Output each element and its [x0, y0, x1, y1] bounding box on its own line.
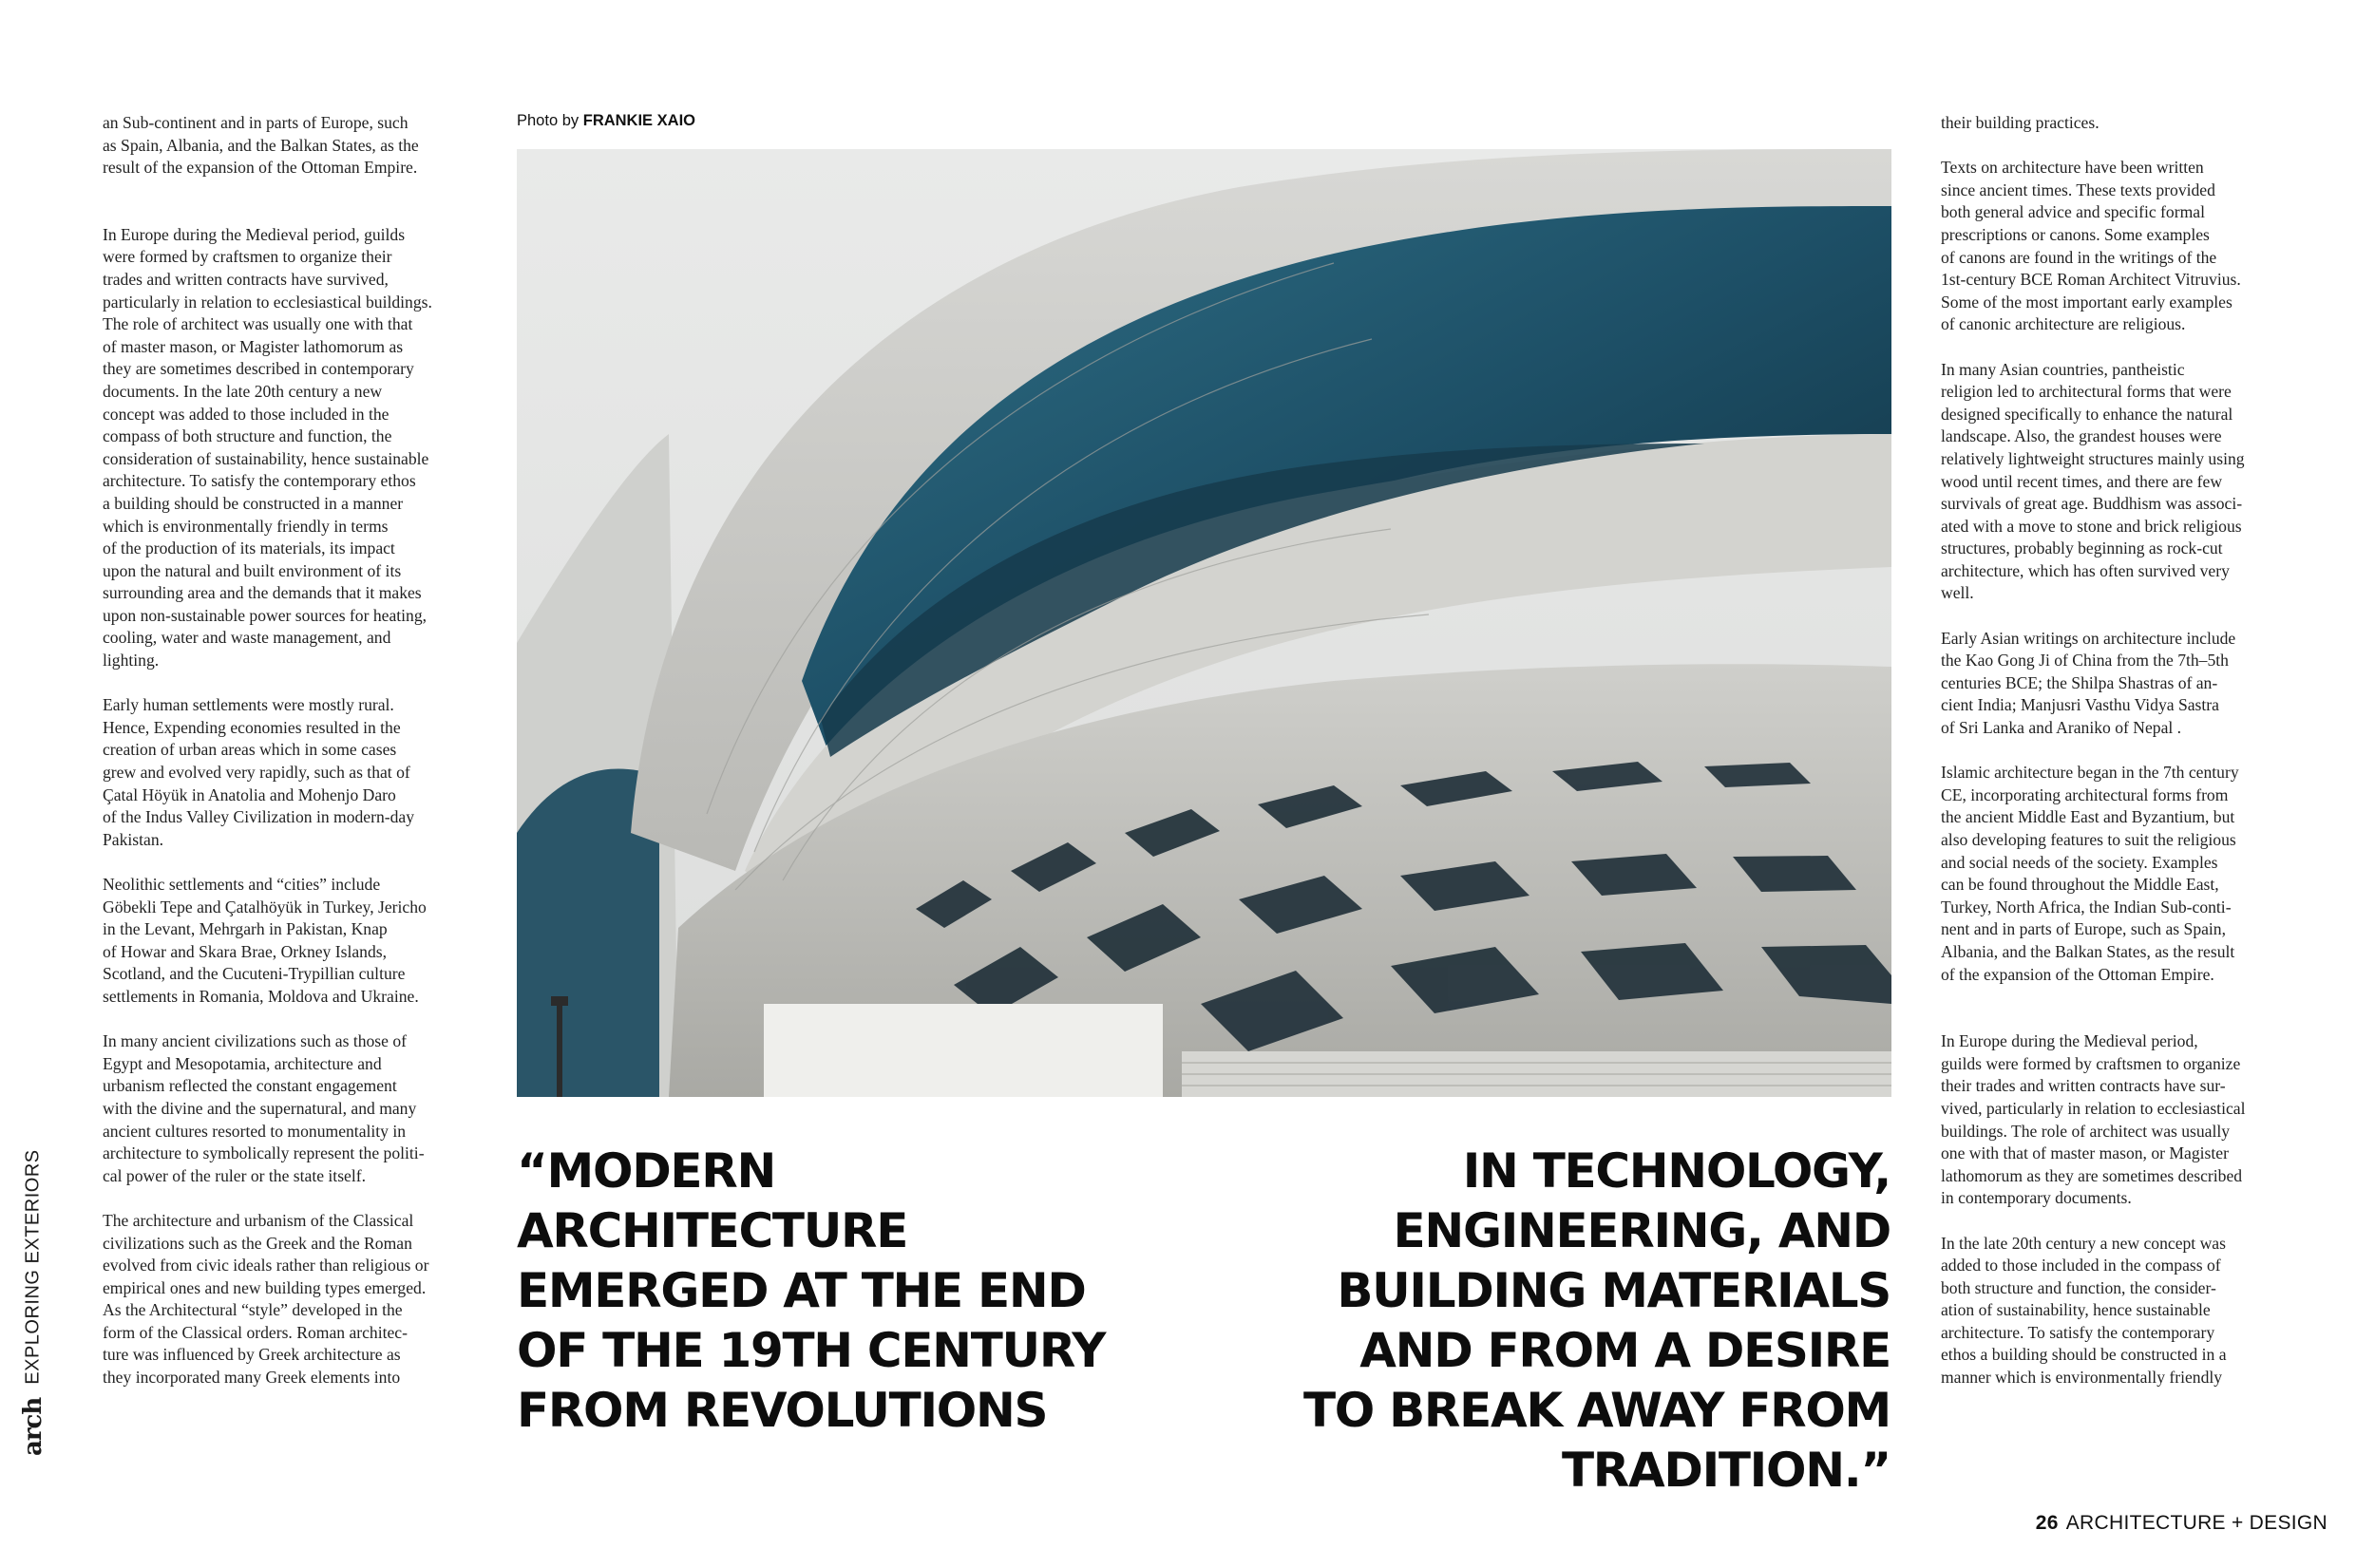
page-footer	[2036, 1512, 2328, 1535]
left-paragraph-3: Early human settlements were mostly rural. Hence, Expending economies resulted in the creation of urban areas which in some cases grew and evolved very rapidly, such as that of Çatal Höyük in Anatolia and Mohenjo Daro of the Indus Valley Civilization in modern-day Pakistan.	[103, 695, 415, 849]
quote-line: BUILDING MATERIALS	[1337, 1263, 1890, 1318]
quote-line: “MODERN	[517, 1143, 776, 1199]
brand-logo: arch	[19, 1397, 48, 1456]
quote-line: IN TECHNOLOGY,	[1462, 1143, 1890, 1199]
left-paragraph-5: In many ancient civilizations such as those of Egypt and Mesopotamia, architecture and urbanism reflected the constant engagement with the divine and the supernatural, and many ancient cultures resorted to monumentality in architecture to symbolically represent the politi- cal power of the ruler or the state itself.	[103, 1031, 425, 1185]
quote-line: TO BREAK AWAY FROM	[1302, 1383, 1890, 1438]
left-paragraph-4: Neolithic settlements and “cities” include Göbekli Tepe and Çatalhöyük in Turkey, Jericho in the Levant, Mehrgarh in Pakistan, Knap of Howar and Skara Brae, Orkney Islands, Scotland, and the Cucuteni-Trypillian culture settlements in Romania, Moldova and Ukraine.	[103, 875, 427, 1006]
building-photo	[517, 149, 1891, 1097]
publication-name: ARCHITECTURE + DESIGN	[2065, 1512, 2328, 1534]
quote-line: OF THE 19TH CENTURY	[517, 1323, 1106, 1378]
quote-line: AND FROM A DESIRE	[1359, 1323, 1890, 1378]
pull-quote-right	[1303, 1142, 1890, 1501]
section-title: EXPLORING EXTERIORS	[22, 1149, 44, 1385]
right-text-column	[1941, 112, 2302, 1389]
photo-credit	[517, 112, 695, 130]
right-paragraph-1: their building practices.	[1941, 113, 2100, 132]
right-paragraph-7: In the late 20th century a new concept was added to those included in the compass of both structure and function, the consider- ation of sustainability, hence sustainable architecture. To satisfy the contemporary ethos a building should be constructed in a manner which is environmentally friendly	[1941, 1233, 2227, 1388]
quote-line: ENGINEERING, AND	[1393, 1203, 1890, 1258]
quote-line: TRADITION.”	[1561, 1443, 1890, 1498]
photographer-name: FRANKIE XAIO	[582, 112, 695, 129]
right-paragraph-2: Texts on architecture have been written since ancient times. These texts provided both general advice and specific formal prescriptions or canons. Some examples of canons are found in the writings of the 1st-century BCE Roman Architect Vitruvius. Some of the most important early examples of canonic architecture are religious.	[1941, 158, 2241, 334]
quote-line: FROM REVOLUTIONS	[517, 1383, 1048, 1438]
quote-line: EMERGED AT THE END	[517, 1263, 1086, 1318]
left-paragraph-6: The architecture and urbanism of the Classical civilizations such as the Greek and the Roman evolved from civic ideals rather than religious or empirical ones and new building types emerged. As the Architectural “style” developed in the form of the Classical orders. Roman architec- ture was influenced by Greek architecture as they incorporated many Greek elements into	[103, 1210, 429, 1388]
page-number: 26	[2035, 1512, 2059, 1534]
left-text-column	[103, 112, 475, 1389]
section-sidebar	[17, 1149, 55, 1463]
left-paragraph-1: an Sub-continent and in parts of Europe, such as Spain, Albania, and the Balkan States, as the result of the expansion of the Ottoman Empire.	[103, 113, 419, 178]
right-paragraph-3: In many Asian countries, pantheistic religion led to architectural forms that were designed specifically to enhance the natural landscape. Also, the grandest houses were relatively lightweight structures mainly using wood until recent times, and there are few survivals of great age. Buddhism was associ- ated with a move to stone and brick religious structures, probably beginning as rock-cut architecture, which has often survived very well.	[1941, 359, 2245, 603]
photo-credit-prefix: Photo by	[517, 112, 580, 129]
right-paragraph-4: Early Asian writings on architecture include the Kao Gong Ji of China from the 7th–5th centuries BCE; the Shilpa Shastras of an- cient India; Manjusri Vasthu Vidya Sastra of Sri Lanka and Araniko of Nepal .	[1941, 628, 2236, 738]
right-paragraph-6: In Europe during the Medieval period, guilds were formed by craftsmen to organize their trades and written contracts have sur- vived, particularly in relation to ecclesiastical buildings. The role of architect was usually one with that of master mason, or Magister lathomorum as they are sometimes described in contemporary documents.	[1941, 1031, 2246, 1208]
pull-quote-left	[517, 1142, 1105, 1441]
right-paragraph-5: Islamic architecture began in the 7th century CE, incorporating architectural forms from the ancient Middle East and Byzantium, but also developing features to suit the religious and social needs of the society. Examples can be found throughout the Middle East, Turkey, North Africa, the Indian Sub-conti- nent and in parts of Europe, such as Spain, Albania, and the Balkan States, as the result of the expansion of the Ottoman Empire.	[1941, 763, 2239, 984]
left-paragraph-2: In Europe during the Medieval period, guilds were formed by craftsmen to organize their trades and written contracts have survived, particularly in relation to ecclesiastical buildings. The role of architect was usually one with that of master mason, or Magister lathomorum as they are sometimes described in contemporary documents. In the late 20th century a new concept was added to those included in the compass of both structure and function, the consideration of sustainability, hence sustainable architecture. To satisfy the contemporary ethos a building should be constructed in a manner which is environmentally friendly in terms of the production of its materials, its impact upon the natural and built environment of its surrounding area and the demands that it makes upon non-sustainable power sources for heating, cooling, water and waste management, and lighting.	[103, 224, 432, 671]
quote-line: ARCHITECTURE	[517, 1203, 908, 1258]
